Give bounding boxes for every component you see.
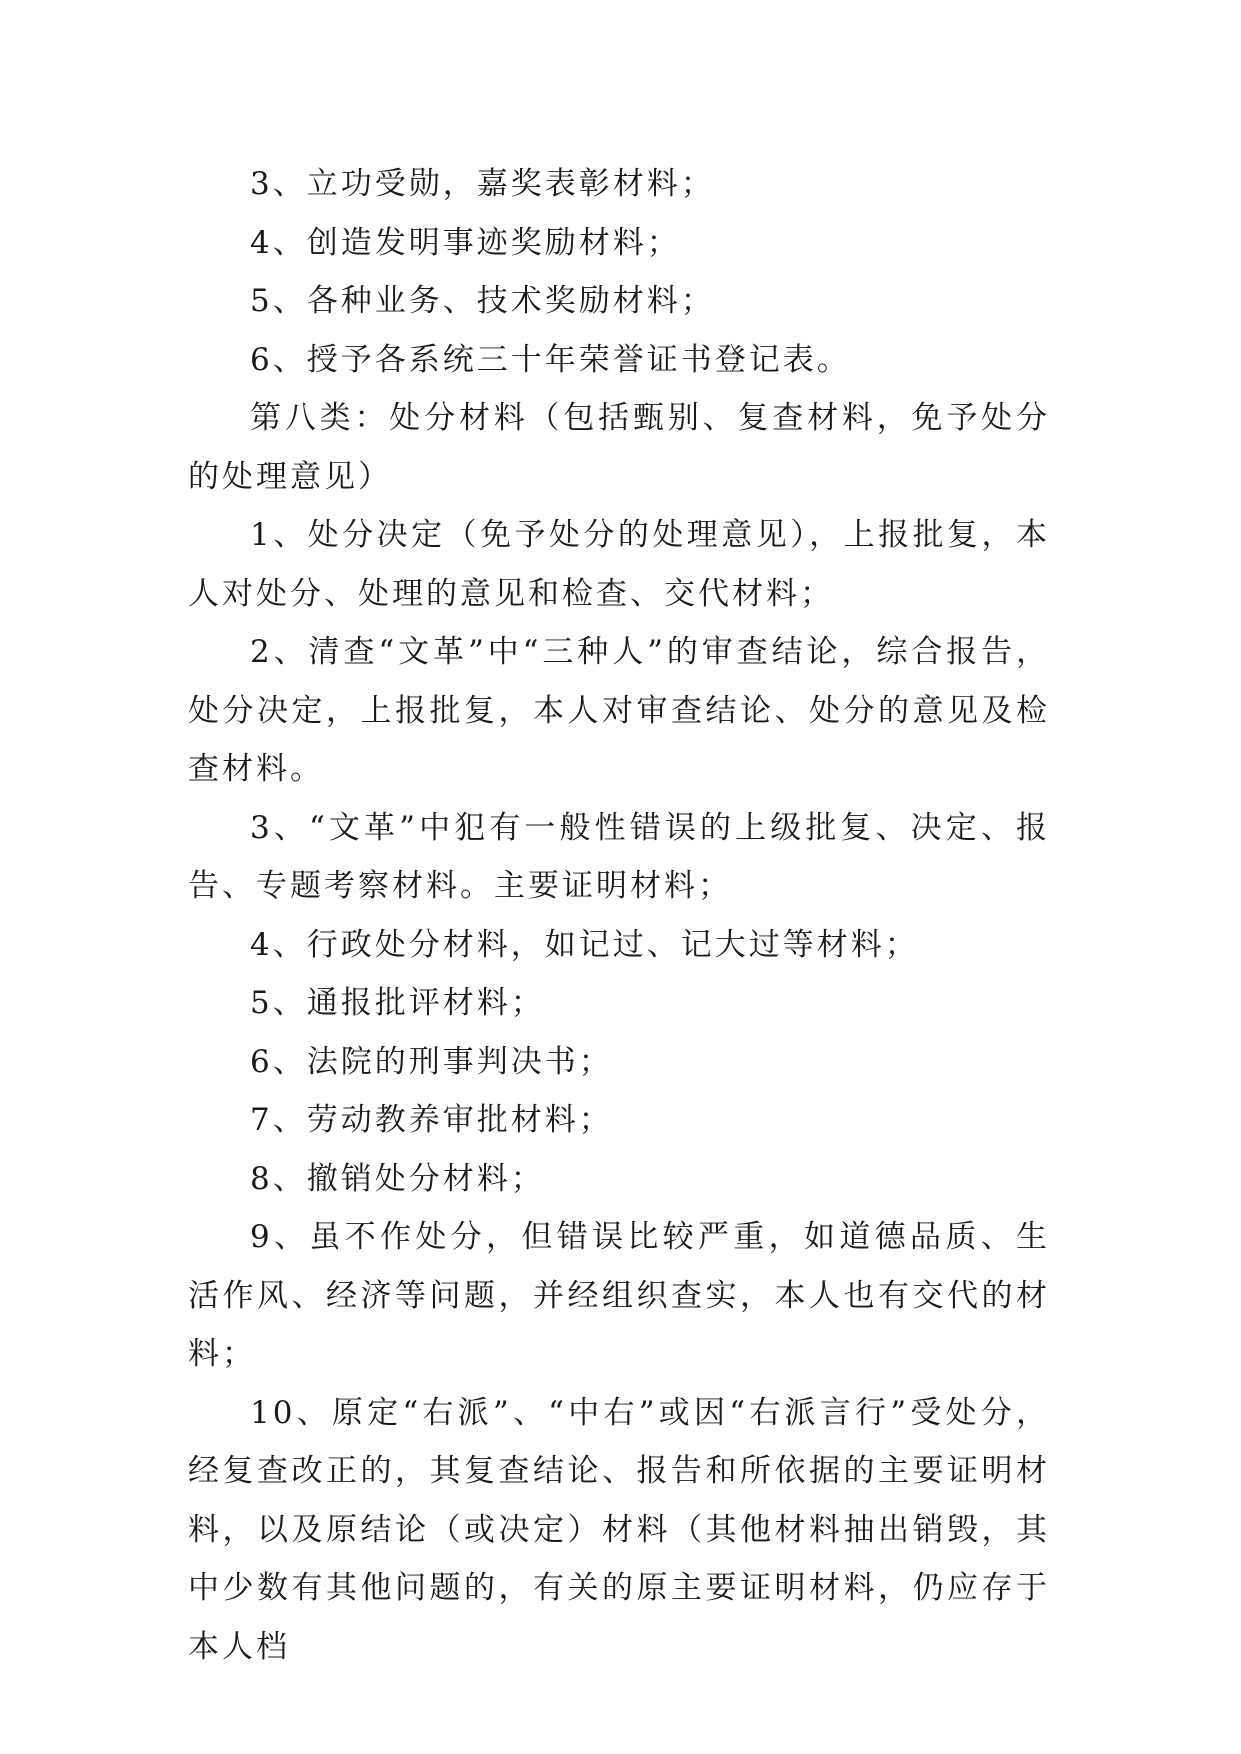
section-heading-category-8: 第八类：处分材料（包括甄别、复查材料，免予处分的处理意见） — [188, 400, 1050, 495]
document-page — [188, 155, 1050, 1676]
paragraph-penalty-5: 5、通报批评材料； — [250, 985, 545, 1021]
paragraph-item-5: 5、各种业务、技术奖励材料； — [250, 283, 715, 319]
paragraph-penalty-1: 1、处分决定（免予处分的处理意见），上报批复，本人对处分、处理的意见和检查、交代材料； — [188, 517, 1050, 612]
paragraph-penalty-7: 7、劳动教养审批材料； — [250, 1102, 613, 1138]
paragraph-penalty-6: 6、法院的刑事判决书； — [250, 1043, 613, 1080]
paragraph-penalty-3: 3、“文革”中犯有一般性错误的上级批复、决定、报告、专题考察材料。主要证明材料； — [188, 809, 1050, 904]
paragraph-item-3: 3、立功受勋，嘉奖表彰材料； — [250, 166, 715, 202]
paragraph-penalty-8: 8、撤销处分材料； — [250, 1160, 545, 1197]
paragraph-item-6: 6、授予各系统三十年荣誉证书登记表。 — [250, 341, 851, 378]
paragraph-penalty-10: 10、原定“右派”、“中右”或因“右派言行”受处分，经复查改正的，其复查结论、报告和所依据的主要证明材料，以及原结论（或决定）材料（其他材料抽出销毁，其中少数有其他问题的，有关的原主要证明材料，仍应存于本人档 — [188, 1394, 1050, 1665]
paragraph-item-4: 4、创造发明事迹奖励材料； — [250, 224, 681, 261]
paragraph-penalty-4: 4、行政处分材料，如记过、记大过等材料； — [250, 926, 919, 963]
paragraph-penalty-2: 2、清查“文革”中“三种人”的审查结论，综合报告，处分决定，上报批复，本人对审查结论、处分的意见及检查材料。 — [188, 634, 1050, 787]
paragraph-penalty-9: 9、虽不作处分，但错误比较严重，如道德品质、生活作风、经济等问题，并经组织查实，本人也有交代的材料； — [188, 1219, 1050, 1372]
